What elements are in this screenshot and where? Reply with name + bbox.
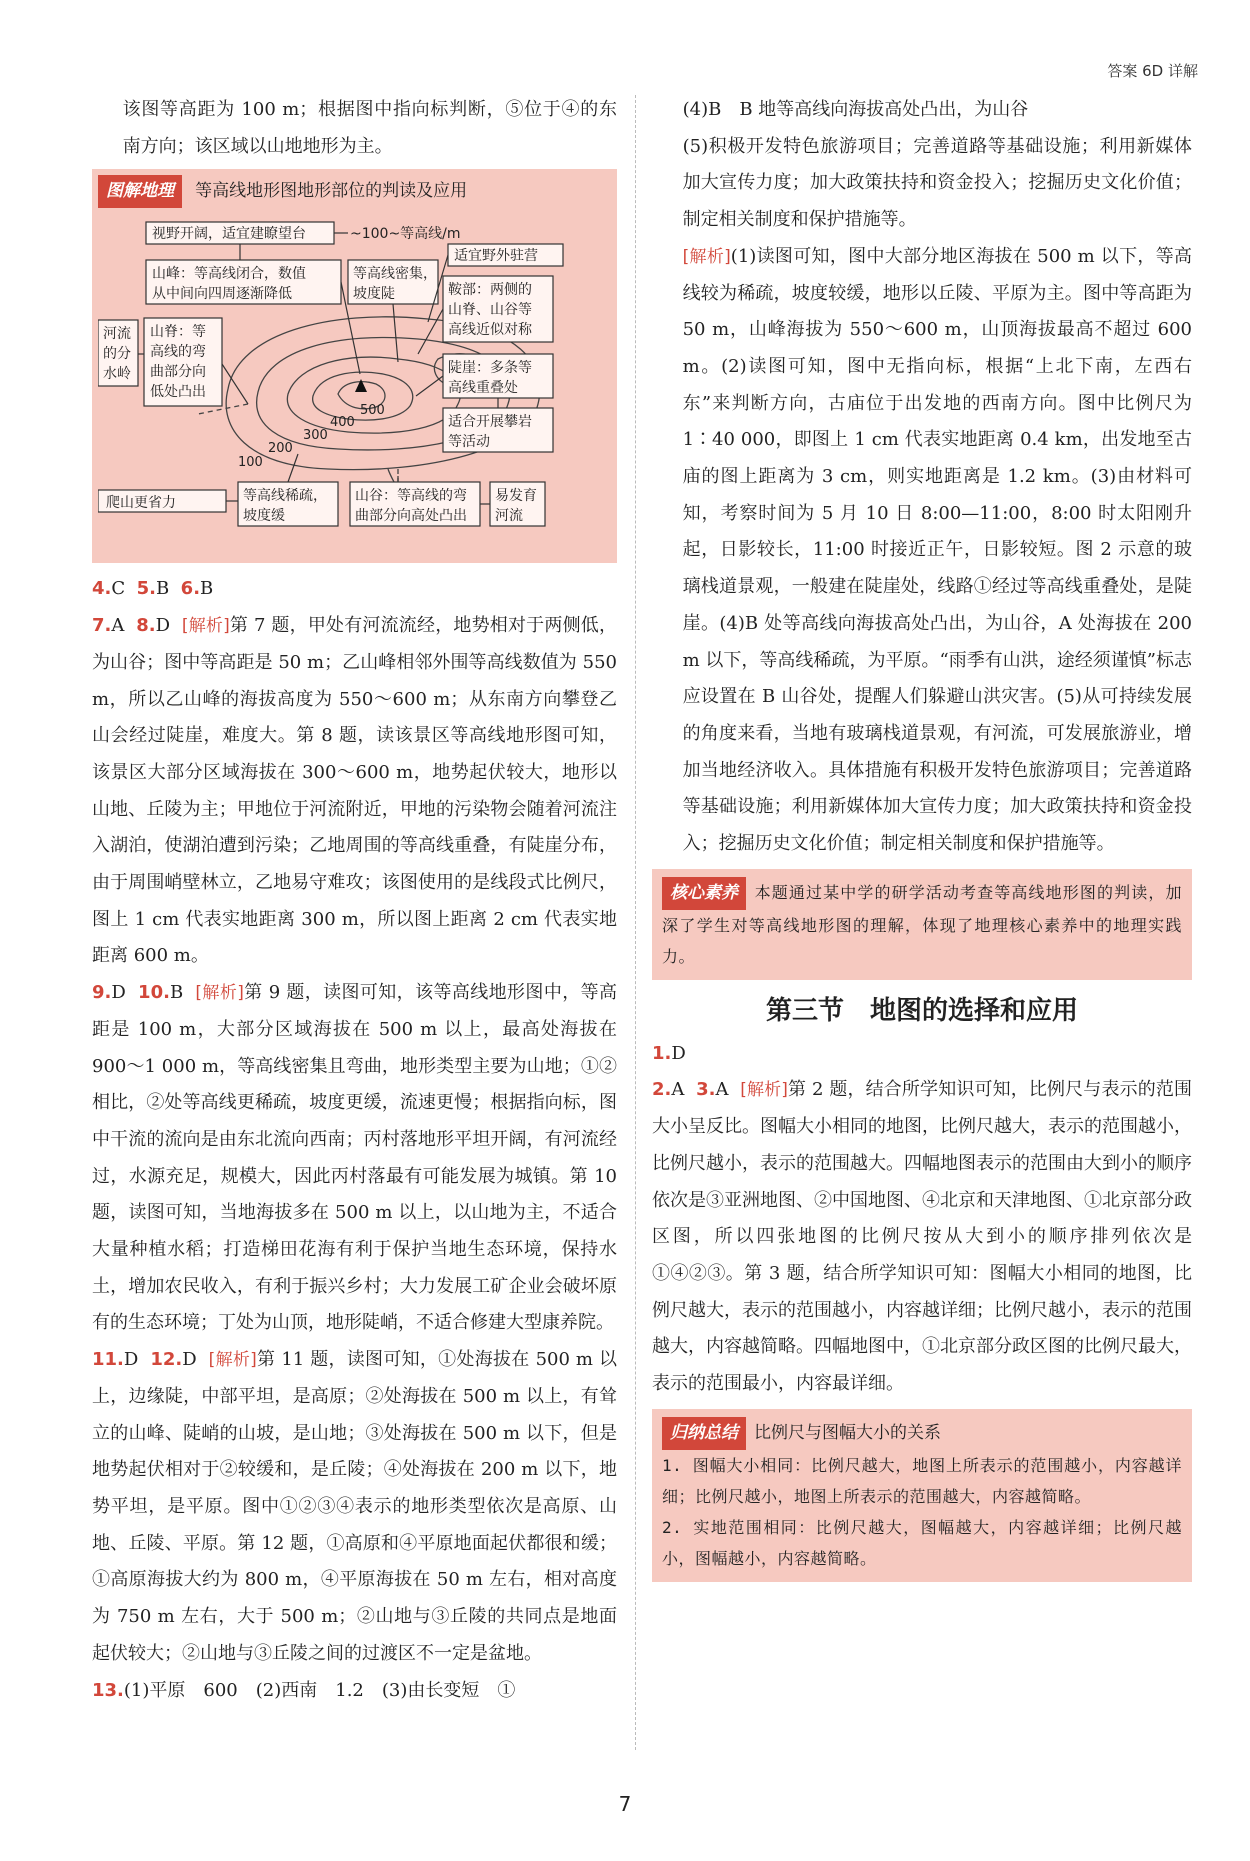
- label-dense-1: 等高线密集，: [353, 266, 437, 283]
- label-peak-1: 山峰：等高线闭合，数值: [152, 266, 306, 283]
- answers-2-3: 2.A 3.A [解析]第 2 题，结合所学知识可知，比例尺与表示的范围大小呈反比。图幅大小相同的地图，比例尺越大，表示的范围越小，比例尺越小，表示的范围越大。四幅地图表示的范围由大到小的顺序依次是③亚洲地图、②中国地图、④北京和天津地图、①北京部分政区图，所以四张地图的比例尺按从大到小的顺序排列依次是①④②③。第 3 题，结合所学知识可知：图幅大小相同的地图，比例尺越大，表示的范围越小，内容越详细；比例尺越小，表示的范围越大，内容越简略。四幅地图中，①北京部分政区图的比例尺最大，表示的范围最小，内容最详细。: [652, 1079, 1192, 1395]
- contour-value-labels: [238, 403, 385, 470]
- left-column: [92, 92, 617, 1709]
- diagram-title-row: [98, 175, 611, 208]
- label-form-1: 易发育: [495, 488, 537, 505]
- answers-11-12: 11.D 12.D [解析]第 11 题，读图可知，①处海拔在 500 m 以上，边缘陡，中部平坦，是高原；②处海拔在 500 m 以上，有耸立的山峰、陡峭的山坡，是山地；③处海拔在 500 m 以下，但是地势起伏相对于②较缓和，是丘陵；④处海拔在 200 m 以下，地势平坦，是平原。图中①②③④表示的地形类型依次是高原、山地、丘陵、平原。第 12 题，①高原和④平原地面起伏都很和缓；①高原海拔大约为 800 m，④平原海拔在 50 m 左右，相对高度为 750 m 左右，大于 500 m；②山地与③丘陵的共同点是地面起伏较大；②山地与③丘陵之间的过渡区不一定是盆地。: [92, 1349, 617, 1664]
- answers-4-6: 4.C 5.B 6.B: [92, 578, 214, 600]
- right-column: [652, 92, 1192, 1590]
- label-river-2: 的分: [103, 346, 131, 363]
- summary-item-1: 1. 图幅大小相同：比例尺越大，地图上所表示的范围越小，内容越详细；比例尺越小，地图上所表示的范围越大，内容越简略。: [662, 1455, 1182, 1506]
- contour-diagram: [98, 214, 618, 559]
- answers-9-10: 9.D 10.B [解析]第 9 题，读图可知，该等高线地形图中，等高距是 100 m，大部分区域海拔在 500 m 以上，最高处海拔在 900～1 000 m，等高线密集且弯曲，地形类型主要为山地；①②相比，②处等高线更稀疏，坡度更缓，流速更慢；根据指向标，图中干流的流向是由东北流向西南；丙村落地形平坦开阔，有河流经过，水源充足，规模大，因此丙村落最有可能发展为城镇。第 10 题，读图可知，当地海拔多在 500 m 以上，以山地为主，不适合大量种植水稻；打造梯田花海有利于保护当地生态环境，保持水土，增加农民收入，有利于振兴乡村；大力发展工矿企业会破坏原有的生态环境；丁处为山顶，地形陡峭，不适合修建大型康养院。: [92, 982, 617, 1334]
- label-dense-2: 坡度陡: [353, 286, 395, 303]
- label-rock-1: 适合开展攀岩: [448, 414, 532, 431]
- label-saddle-1: 鞍部：两侧的: [448, 282, 532, 299]
- core-literacy-text: 本题通过某中学的研学活动考查等高线地形图的判读，加深了学生对等高线地形图的理解，体现了地理核心素养中的地理实践力。: [662, 882, 1182, 966]
- label-saddle-2: 山脊、山谷等: [448, 302, 532, 319]
- peak-triangle: [355, 379, 367, 392]
- contour-label-100: 100: [238, 455, 263, 471]
- diagram-tag: 图解地理: [98, 175, 182, 208]
- answer-1: 1.D: [652, 1042, 686, 1064]
- label-form-2: 河流: [495, 508, 523, 525]
- label-ridge-4: 低处凸出: [150, 384, 206, 401]
- analysis-tag: [解析]: [195, 983, 244, 1004]
- label-rock-2: 等活动: [448, 434, 490, 451]
- summary-box: [652, 1409, 1192, 1582]
- label-sparse-1: 等高线稀疏，: [243, 488, 327, 505]
- diagram-title: 等高线地形图地形部位的判读及应用: [195, 181, 468, 202]
- section-title: 第三节 地图的选择和应用: [765, 995, 1078, 1026]
- label-river-1: 河流: [103, 326, 131, 343]
- contour-label-300: 300: [303, 428, 328, 444]
- summary-subtitle: 比例尺与图幅大小的关系: [754, 1422, 941, 1443]
- page-header: 答案 6D 详解: [1107, 62, 1198, 80]
- label-climb: 爬山更省力: [106, 495, 176, 512]
- page-number: 7: [618, 1792, 632, 1816]
- label-view: 视野开阔，适宜建瞭望台: [152, 226, 306, 243]
- core-literacy-title: 核心素养: [662, 877, 746, 910]
- diagram-box: [92, 169, 617, 563]
- column-divider: [635, 95, 636, 1750]
- label-saddle-3: 高线近似对称: [448, 322, 532, 339]
- label-cliff-2: 高线重叠处: [448, 380, 518, 397]
- answers-7-8: 7.A 8.D [解析]第 7 题，甲处有河流流经，地势相对于两侧低，为山谷；图中等高距是 50 m；乙山峰相邻外围等高线数值为 550 m，所以乙山峰的海拔高度为 550～600 m；从东南方向攀登乙山会经过陡崖，难度大。第 8 题，读该景区等高线地形图可知，该景区大部分区域海拔在 300～600 m，地势起伏较大，地形以山地、丘陵为主；甲地位于河流附近，甲地的污染物会随着河流注入湖泊，使湖泊遭到污染；乙地周围的等高线重叠，有陡崖分布，由于周围峭壁林立，乙地易守难攻；该图使用的是线段式比例尺，图上 1 cm 代表实地距离 300 m，所以图上距离 2 cm 代表实地距离 600 m。: [92, 615, 617, 967]
- answer-13-part4: (4)B B 地等高线向海拔高处凸出，为山谷: [682, 99, 1029, 120]
- contour-label-400: 400: [330, 415, 355, 431]
- contour-label-500: 500: [360, 403, 385, 419]
- label-valley-1: 山谷：等高线的弯: [355, 488, 467, 505]
- summary-title-row: [662, 1417, 1182, 1450]
- summary-item-2: 2. 实地范围相同：比例尺越大，图幅越大，内容越详细；比例尺越小，图幅越小，内容越简略。: [662, 1517, 1182, 1568]
- label-ridge-2: 高线的弯: [150, 344, 206, 361]
- answer-13: 13.(1)平原 600 (2)西南 1.2 (3)由长变短 ①: [92, 1679, 516, 1701]
- analysis-tag: [解析]: [740, 1080, 788, 1101]
- label-sparse-2: 坡度缓: [243, 508, 285, 525]
- label-peak-2: 从中间向四周逐渐降低: [152, 286, 292, 303]
- answer-13-analysis: [解析](1)读图可知，图中大部分地区海拔在 500 m 以下，等高线较为稀疏，坡度较缓，地形以丘陵、平原为主。图中等高距为 50 m，山峰海拔为 550～600 m，山顶海拔最高不超过 600 m。(2)读图可知，图中无指向标，根据“上北下南，左西右东”来判断方向，古庙位于出发地的西南方向。图中比例尺为 1∶40 000，即图上 1 cm 代表实地距离 0.4 km，出发地至古庙的图上距离为 3 cm，则实地距离是 1.2 km。(3)由材料可知，考察时间为 5 月 10 日 8:00—11:00，8:00 时太阳刚升起，日影较长，11:00 时接近正午，日影较短。图 2 示意的玻璃栈道景观，一般建在陡崖处，线路①经过等高线重叠处，是陡崖。(4)B 处等高线向海拔高处凸出，为山谷，A 处海拔在 200 m 以下，等高线稀疏，为平原。“雨季有山洪，途经须谨慎”标志应设置在 B 山谷处，提醒人们躲避山洪灾害。(5)从可持续发展的角度来看，当地有玻璃栈道景观，有河流，可发展旅游业，增加当地经济收入。具体措施有积极开发特色旅游项目；完善道路等基础设施；利用新媒体加大宣传力度；加大政策扶持和资金投入；挖掘历史文化价值；制定相关制度和保护措施等。: [682, 245, 1193, 855]
- label-valley-2: 曲部分向高处凸出: [355, 508, 467, 525]
- label-contour-unit: ~100~等高线/m: [350, 226, 461, 243]
- analysis-tag: [解析]: [181, 616, 230, 637]
- analysis-tag: [解析]: [208, 1350, 257, 1371]
- core-literacy-box: [652, 869, 1192, 980]
- contour-label-200: 200: [268, 441, 293, 457]
- answer-13-part5: (5)积极开发特色旅游项目；完善道路等基础设施；利用新媒体加大宣传力度；加大政策扶持和资金投入；挖掘历史文化价值；制定相关制度和保护措施等。: [682, 135, 1192, 231]
- intro-text: 该图等高距为 100 m；根据图中指向标判断，⑤位于④的东南方向；该区域以山地地形为主。: [122, 99, 617, 157]
- label-cliff-1: 陡崖：多条等: [448, 360, 532, 377]
- summary-title: 归纳总结: [662, 1417, 746, 1450]
- label-river-3: 水岭: [103, 366, 131, 383]
- label-ridge-1: 山脊：等: [150, 324, 206, 341]
- analysis-tag: [解析]: [682, 246, 731, 267]
- label-ridge-3: 曲部分向: [150, 364, 206, 381]
- label-camp: 适宜野外驻营: [454, 248, 538, 265]
